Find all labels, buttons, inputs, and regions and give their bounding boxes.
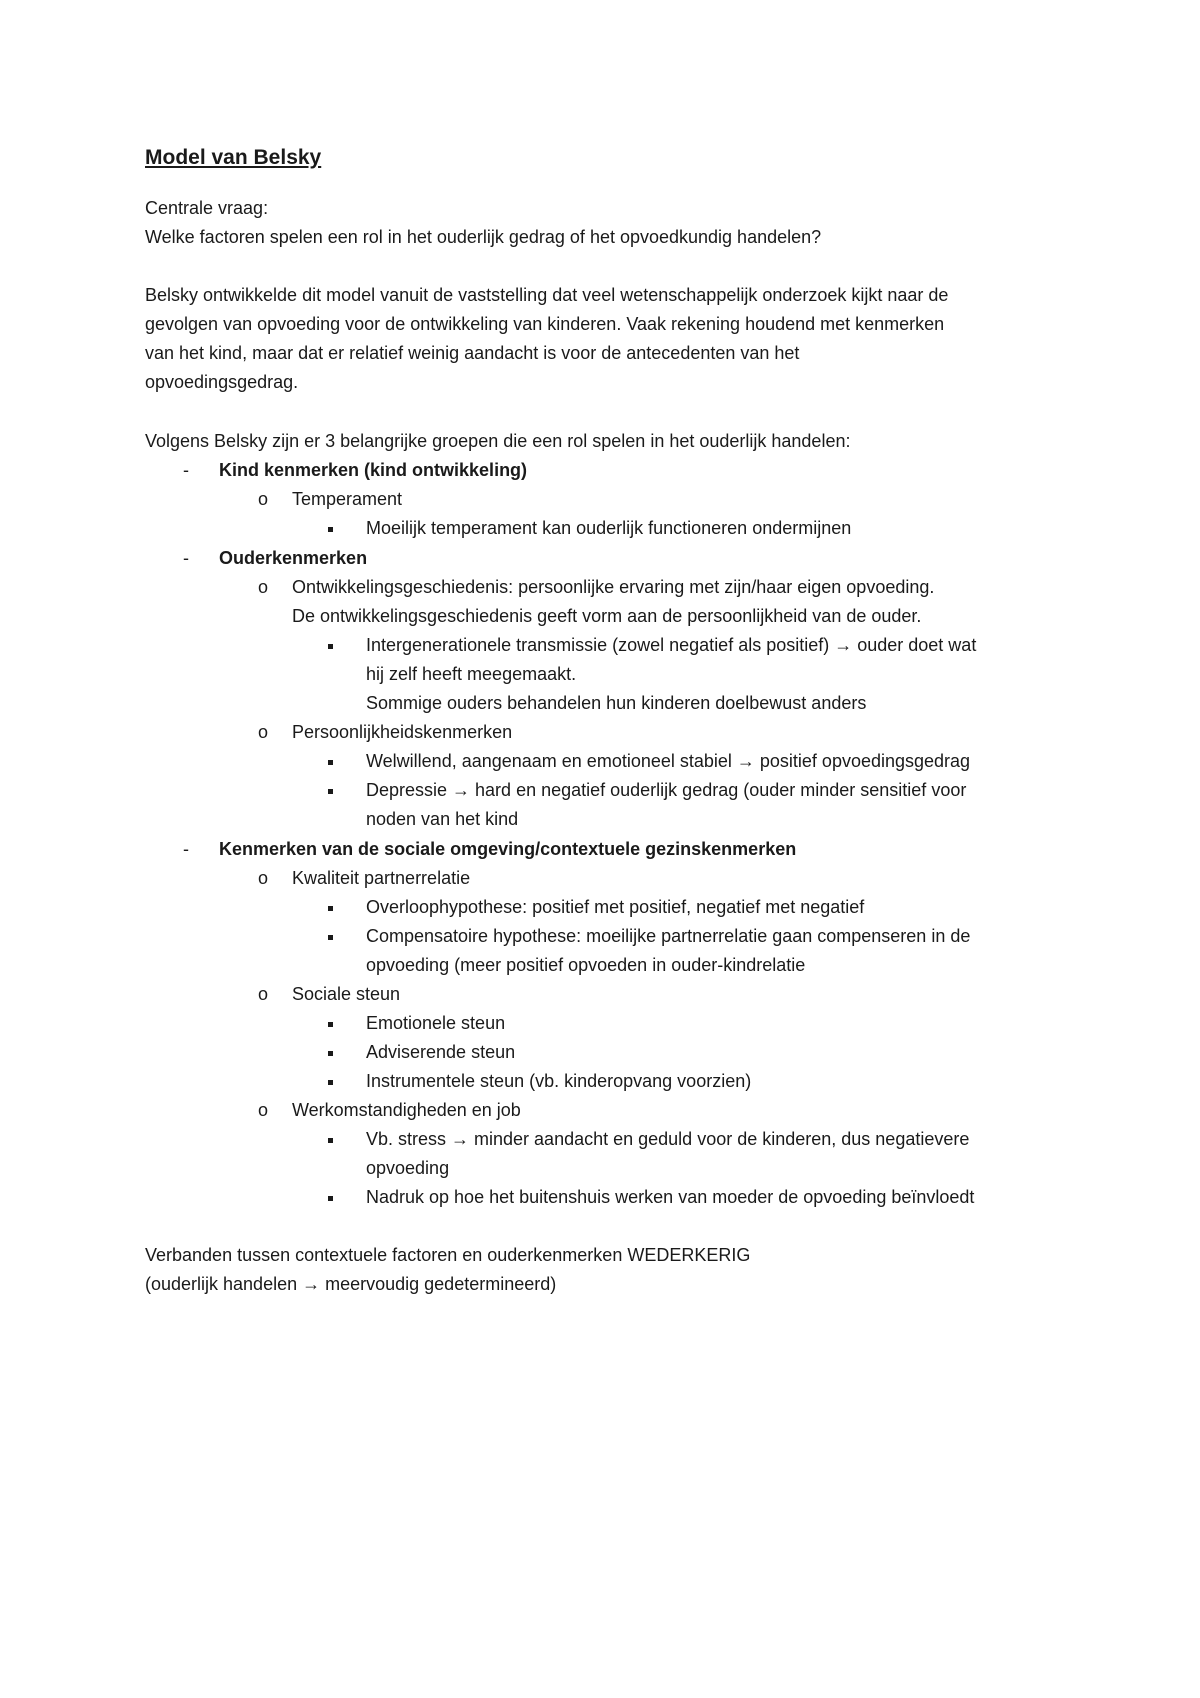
square-bullet-icon — [328, 789, 333, 794]
central-question: Welke factoren spelen een rol in het ouderlijk gedrag of het opvoedkundig handelen? — [145, 227, 822, 247]
bullet-item: Depressie → hard en negatief ouderlijk gedrag (ouder minder sensitief voor — [366, 780, 967, 800]
bullet-item: Welwillend, aangenaam en emotioneel stabiel → positief opvoedingsgedrag — [366, 751, 971, 771]
intro-line: opvoedingsgedrag. — [145, 372, 299, 392]
bullet-item: Emotionele steun — [366, 1013, 506, 1033]
groups-intro: Volgens Belsky zijn er 3 belangrijke groepen die een rol spelen in het ouderlijk handelen: — [145, 431, 851, 451]
group-heading-parent: Ouderkenmerken — [219, 548, 368, 568]
square-bullet-icon — [328, 1138, 333, 1143]
question-label: Centrale vraag: — [145, 198, 269, 218]
intro-line: Belsky ontwikkelde dit model vanuit de vaststelling dat veel wetenschappelijk onderzoek kijkt naar de — [145, 285, 949, 305]
conclusion-line: (ouderlijk handelen → meervoudig gedetermineerd) — [145, 1274, 557, 1294]
conclusion-line: Verbanden tussen contextuele factoren en ouderkenmerken WEDERKERIG — [145, 1245, 751, 1265]
circle-marker: o — [258, 1100, 269, 1120]
group-heading-social: Kenmerken van de sociale omgeving/contextuele gezinskenmerken — [219, 839, 797, 859]
bullet-item: Nadruk op hoe het buitenshuis werken van moeder de opvoeding beïnvloedt — [366, 1187, 975, 1207]
bullet-continuation: noden van het kind — [366, 809, 519, 829]
intro-line: van het kind, maar dat er relatief weinig aandacht is voor de antecedenten van het — [145, 343, 800, 363]
square-bullet-icon — [328, 1196, 333, 1201]
bullet-item: Compensatoire hypothese: moeilijke partnerrelatie gaan compenseren in de — [366, 926, 971, 946]
subitem-temperament: Temperament — [292, 489, 403, 509]
square-bullet-icon — [328, 527, 333, 532]
subitem-developmental-history: Ontwikkelingsgeschiedenis: persoonlijke ervaring met zijn/haar eigen opvoeding. — [292, 577, 935, 597]
circle-marker: o — [258, 489, 269, 509]
bullet-item: Moeilijk temperament kan ouderlijk functioneren ondermijnen — [366, 518, 852, 538]
subitem-continuation: De ontwikkelingsgeschiedenis geeft vorm aan de persoonlijkheid van de ouder. — [292, 606, 922, 626]
bullet-item: Overloophypothese: positief met positief, negatief met negatief — [366, 897, 865, 917]
bullet-item: Adviserende steun — [366, 1042, 516, 1062]
dash-marker: - — [183, 460, 189, 480]
circle-marker: o — [258, 722, 269, 742]
bullet-continuation: Sommige ouders behandelen hun kinderen doelbewust anders — [366, 693, 867, 713]
circle-marker: o — [258, 868, 269, 888]
intro-line: gevolgen van opvoeding voor de ontwikkeling van kinderen. Vaak rekening houdend met kenmerken — [145, 314, 945, 334]
page-title: Model van Belsky — [145, 146, 322, 169]
bullet-item: Vb. stress → minder aandacht en geduld voor de kinderen, dus negatievere — [366, 1129, 970, 1149]
subitem-social-support: Sociale steun — [292, 984, 401, 1004]
subitem-partner-relation: Kwaliteit partnerrelatie — [292, 868, 471, 888]
square-bullet-icon — [328, 1051, 333, 1056]
bullet-item: Instrumentele steun (vb. kinderopvang voorzien) — [366, 1071, 752, 1091]
subitem-work-conditions: Werkomstandigheden en job — [292, 1100, 521, 1120]
square-bullet-icon — [328, 935, 333, 940]
square-bullet-icon — [328, 1080, 333, 1085]
circle-marker: o — [258, 577, 269, 597]
circle-marker: o — [258, 984, 269, 1004]
square-bullet-icon — [328, 906, 333, 911]
dash-marker: - — [183, 548, 189, 568]
square-bullet-icon — [328, 760, 333, 765]
bullet-continuation: opvoeding — [366, 1158, 450, 1178]
dash-marker: - — [183, 839, 189, 859]
bullet-item: Intergenerationele transmissie (zowel negatief als positief) → ouder doet wat — [366, 635, 977, 655]
subitem-personality: Persoonlijkheidskenmerken — [292, 722, 513, 742]
bullet-continuation: hij zelf heeft meegemaakt. — [366, 664, 577, 684]
bullet-continuation: opvoeding (meer positief opvoeden in ouder-kindrelatie — [366, 955, 806, 975]
square-bullet-icon — [328, 644, 333, 649]
square-bullet-icon — [328, 1022, 333, 1027]
group-heading-child: Kind kenmerken (kind ontwikkeling) — [219, 460, 528, 480]
